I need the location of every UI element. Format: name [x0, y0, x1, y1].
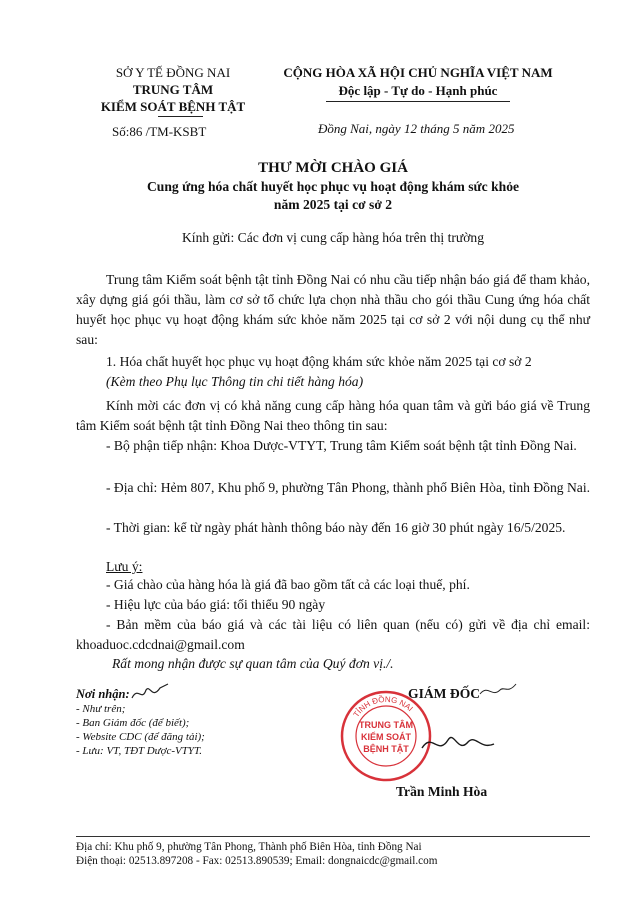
motto-underline	[326, 101, 510, 102]
org-name-line2: KIỂM SOÁT BỆNH TẬT	[100, 99, 246, 114]
document-subtitle-1: Cung ứng hóa chất huyết học phục vụ hoạt động khám sức khỏe	[146, 179, 520, 194]
org-underline	[158, 116, 203, 117]
signer-name: Trần Minh Hòa	[396, 784, 488, 799]
note-3: - Bản mềm của báo giá và các tài liệu có liên quan (nếu có) gửi về địa chỉ email: khoaduoc.cdcdnai@gmail.com	[76, 617, 590, 652]
signer-title: GIÁM ĐỐC	[408, 686, 481, 701]
footer-contact: Điện thoại: 02513.897208 - Fax: 02513.890539; Email: dongnaicdc@gmail.com	[76, 855, 438, 867]
svg-text:TỈNH ĐỒNG NAI: TỈNH ĐỒNG NAI	[351, 694, 415, 719]
recipients-item: - Như trên;	[76, 703, 126, 715]
closing-line: Rất mong nhận được sự quan tâm của Quý đơn vị./.	[112, 656, 394, 671]
director-signature	[418, 726, 498, 766]
intro-paragraph: Trung tâm Kiểm soát bệnh tật tỉnh Đồng Nai có nhu cầu tiếp nhận báo giá để tham khảo, xây dựng giá gói thầu, làm cơ sở tổ chức lựa chọn nhà thầu cho gói thầu Cung ứng hóa chất huyết học phục vụ hoạt động khám sức khỏe năm 2025 tại cơ sở 2 với nội dung cụ thể như sau:	[76, 272, 590, 347]
document-number: Số:86 /TM-KSBT	[112, 124, 207, 139]
item-1: 1. Hóa chất huyết học phục vụ hoạt động khám sức khỏe năm 2025 tại cơ sở 2	[106, 354, 532, 369]
svg-text:KIỂM SOÁT: KIỂM SOÁT	[360, 732, 412, 742]
org-name-line1: TRUNG TÂM	[132, 82, 214, 97]
recipient-line: Kính gửi: Các đơn vị cung cấp hàng hóa trên thị trường	[181, 230, 485, 245]
footer-divider	[76, 836, 590, 837]
recipients-heading: Nơi nhận:	[76, 687, 130, 701]
address-line: - Địa chỉ: Hẻm 807, Khu phố 9, phường Tân Phong, thành phố Biên Hòa, tỉnh Đồng Nai.	[106, 480, 590, 495]
initial-signature	[130, 682, 170, 704]
svg-text:TRUNG TÂM: TRUNG TÂM	[359, 720, 413, 730]
recipients-item: - Website CDC (để đăng tải);	[76, 731, 205, 743]
nation-motto: Độc lập - Tự do - Hạnh phúc	[338, 83, 498, 98]
place-date: Đồng Nai, ngày 12 tháng 5 năm 2025	[318, 121, 515, 136]
nation-title: CỘNG HÒA XÃ HỘI CHỦ NGHĨA VIỆT NAM	[283, 65, 553, 80]
receiver-line: - Bộ phận tiếp nhận: Khoa Dược-VTYT, Trung tâm Kiểm soát bệnh tật tỉnh Đồng Nai.	[106, 438, 577, 453]
note-1: - Giá chào của hàng hóa là giá đã bao gồm tất cả các loại thuế, phí.	[106, 577, 470, 592]
time-line: - Thời gian: kể từ ngày phát hành thông báo này đến 16 giờ 30 phút ngày 16/5/2025.	[106, 520, 566, 535]
document-title: THƯ MỜI CHÀO GIÁ	[258, 160, 408, 176]
org-parent: SỞ Y TẾ ĐỒNG NAI	[115, 65, 231, 80]
title-flourish	[478, 680, 518, 702]
note-2: - Hiệu lực của báo giá: tối thiểu 90 ngày	[106, 597, 326, 612]
item-1-note: (Kèm theo Phụ lục Thông tin chi tiết hàng hóa)	[106, 374, 364, 389]
recipients-item: - Ban Giám đốc (để biết);	[76, 717, 190, 729]
footer-address: Địa chỉ: Khu phố 9, phường Tân Phong, Thành phố Biên Hòa, tỉnh Đồng Nai	[76, 841, 422, 853]
recipients-item: - Lưu: VT, TĐT Dược-VTYT.	[76, 745, 203, 757]
note-heading: Lưu ý:	[106, 559, 143, 574]
svg-text:BỆNH TẬT: BỆNH TẬT	[363, 744, 409, 754]
invite-paragraph: Kính mời các đơn vị có khả năng cung cấp hàng hóa quan tâm và gửi báo giá về Trung tâm Kiểm soát bệnh tật tỉnh Đồng Nai theo thông tin sau:	[76, 398, 590, 433]
document-subtitle-2: năm 2025 tại cơ sở 2	[273, 197, 393, 212]
